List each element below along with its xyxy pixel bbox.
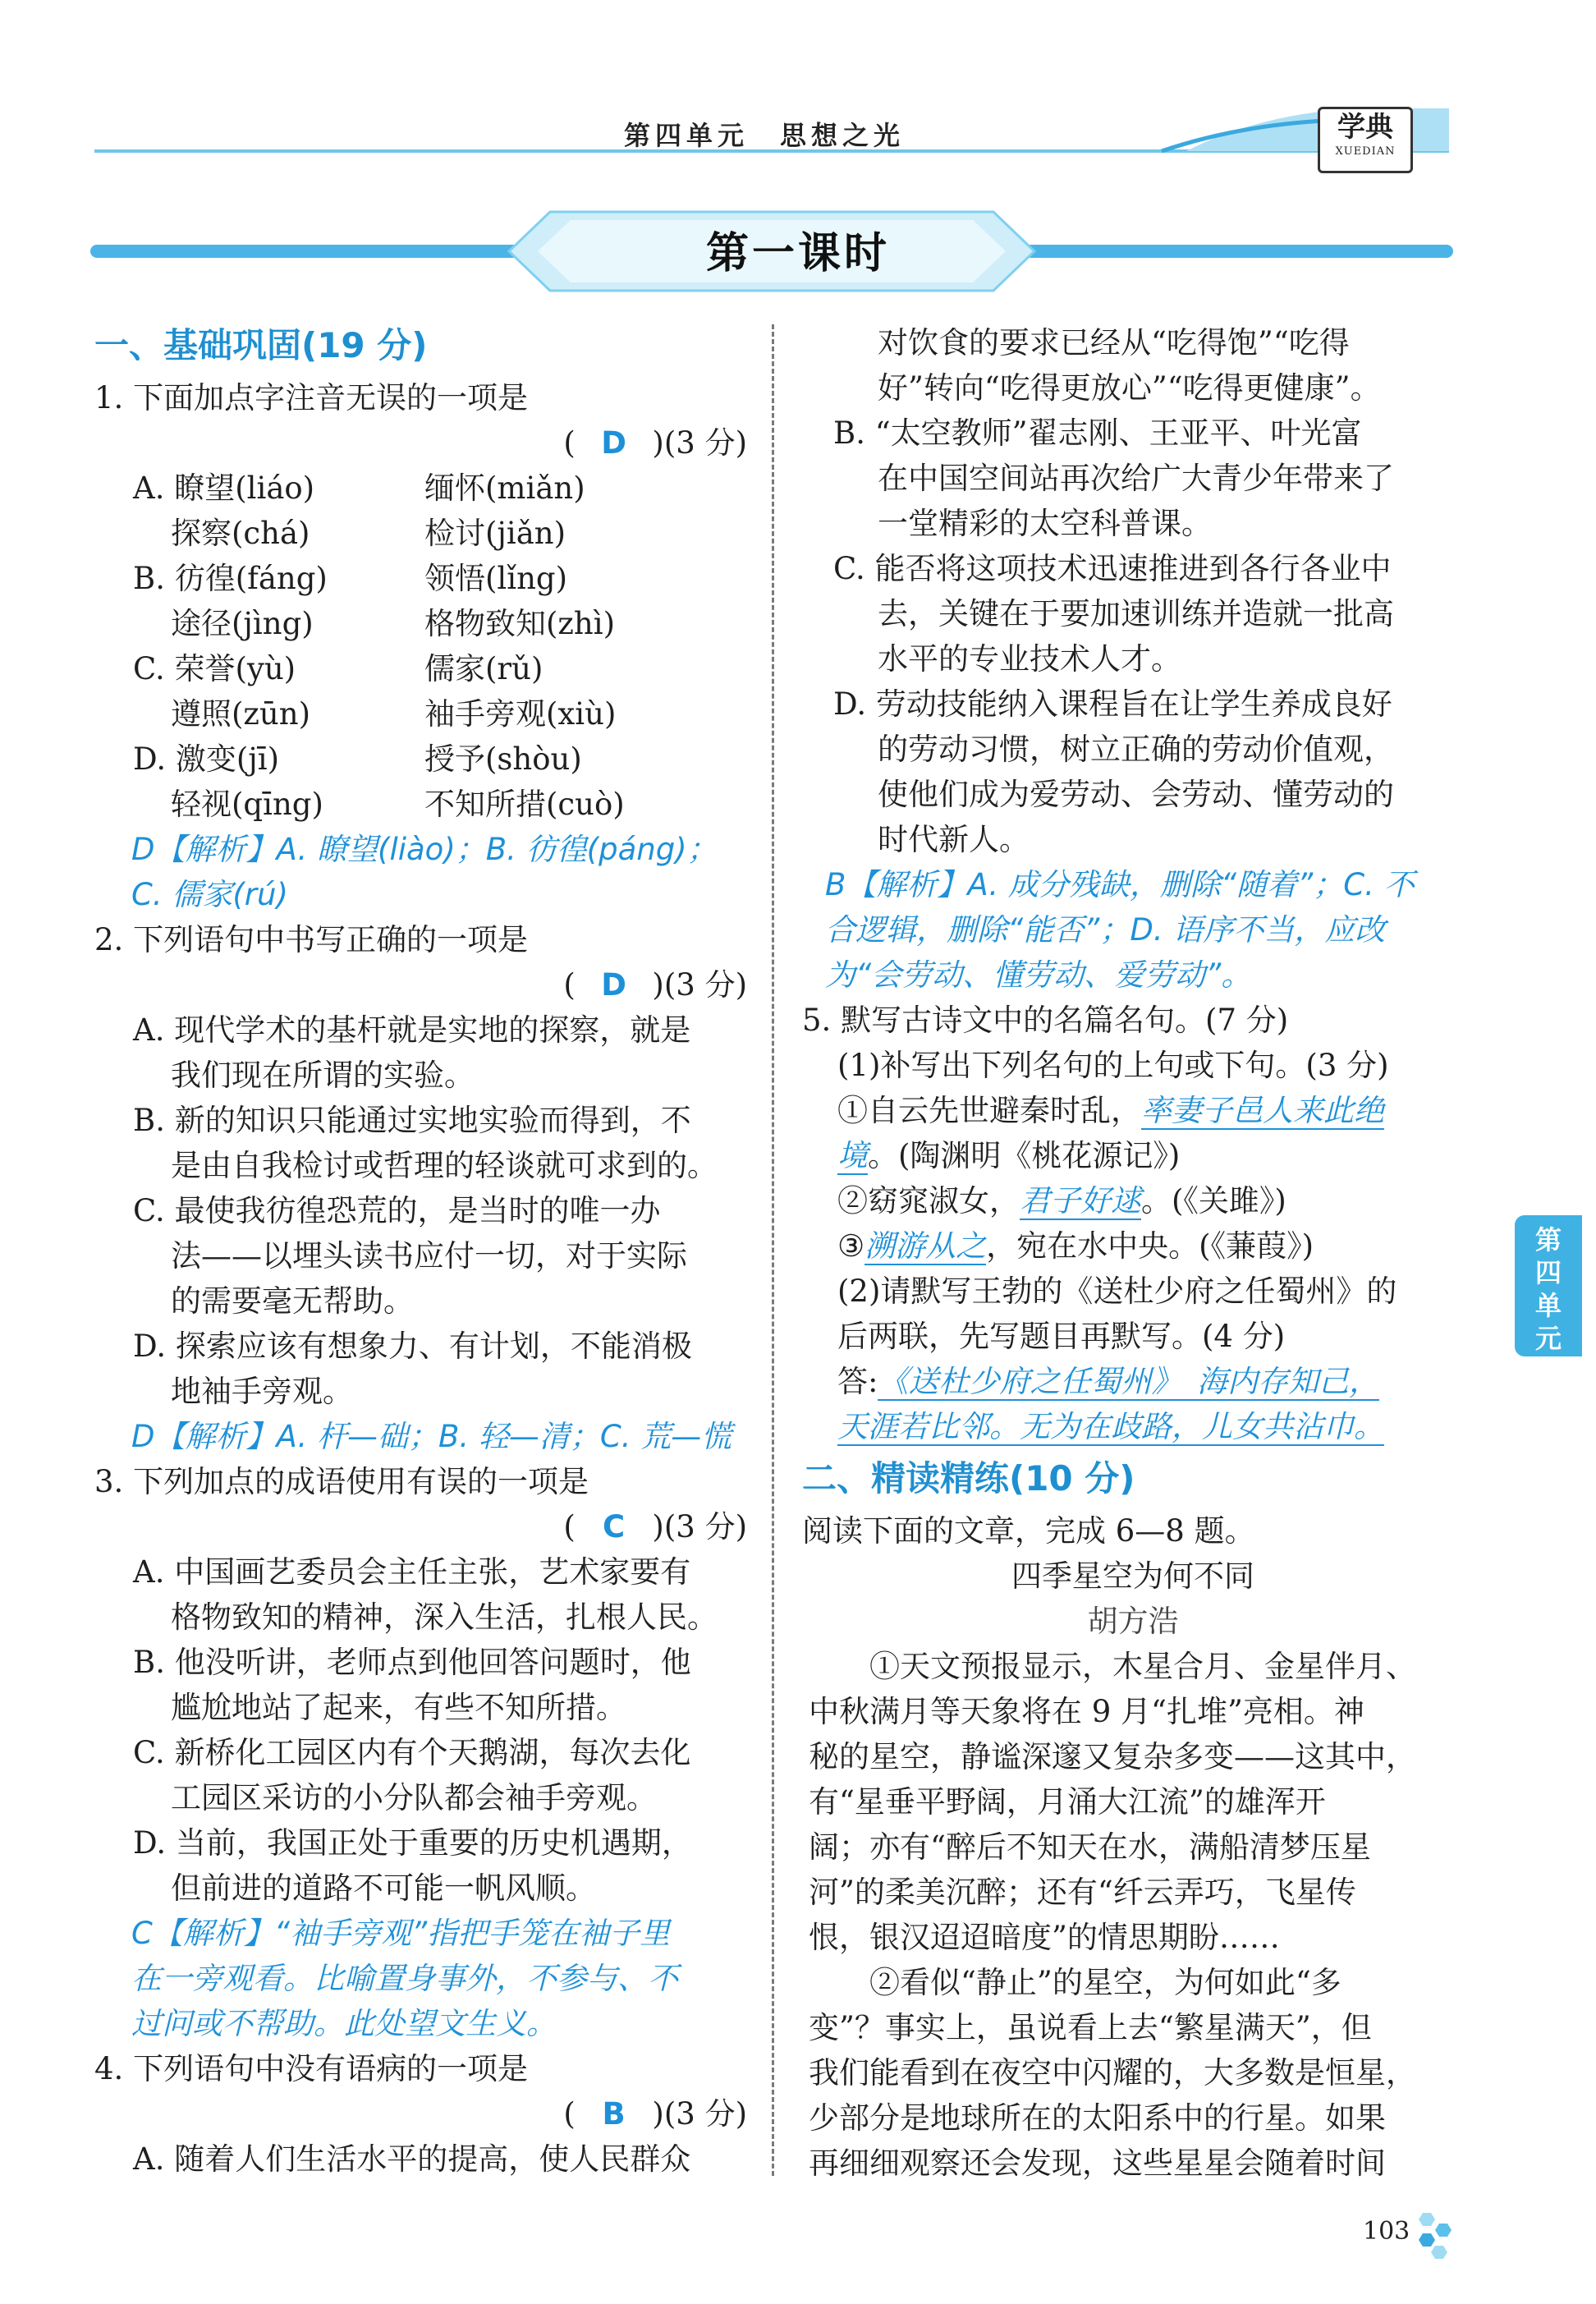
brand-logo (1318, 107, 1413, 173)
q4-option-line: 在中国空间站再次给广大青少年带来了 (878, 461, 1394, 496)
q1-row (94, 556, 751, 601)
q5-answer-label: 答: (837, 1364, 878, 1399)
lesson-title: 第一课时 (705, 229, 890, 278)
q1-row (94, 466, 751, 511)
q4-analysis: B【解析】A. 成分残缺，删除“随着”；C. 不 (825, 867, 1415, 902)
question-3-answer: C (603, 1509, 626, 1544)
article-title: 四季星空为何不同 (1011, 1558, 1254, 1594)
q5-answer-text: 《送杜少府之任蜀州》 海内存知己， (878, 1364, 1379, 1399)
question-2-stem: 2. 下列语句中书写正确的一项是 (94, 922, 529, 957)
q5-sub2: 后两联，先写题目再默写。(4 分) (837, 1319, 1286, 1354)
article-line: 秘的星空，静谧深邃又复杂多变——这其中， (809, 1739, 1416, 1774)
q5-line-1 (809, 1088, 1457, 1133)
article-line: ②看似“静止”的星空，为何如此“多 (869, 1965, 1341, 2000)
q5-sub2: (2)请默写王勃的《送杜少府之任蜀州》的 (837, 1274, 1397, 1309)
q5-line-2-pre: ②窈窕淑女， (837, 1183, 1020, 1219)
article-line: ①天文预报显示，木星合月、金星伴月、 (869, 1649, 1416, 1684)
question-1-answer: D (601, 425, 626, 461)
article-line: 中秋满月等天象将在 9 月“扎堆”亮相。神 (809, 1694, 1364, 1729)
q5-answer-line (809, 1404, 1457, 1449)
q1-cell: 袖手旁观(xiù) (424, 696, 617, 732)
q5-line-2-post: 。(《关雎》) (1141, 1183, 1286, 1219)
q1-cell: 格物致知(zhì) (424, 606, 616, 641)
q3-analysis: 过问或不帮助。此处望文生义。 (131, 2006, 557, 2041)
q3-option-line: B. 他没听讲，老师点到他回答问题时，他 (133, 1645, 691, 1680)
q2-option-line: 我们现在所谓的实验。 (171, 1058, 475, 1093)
left-column (94, 316, 751, 2182)
q4-option-line: D. 劳动技能纳入课程旨在让学生养成良好 (833, 686, 1392, 722)
q4-analysis: 为“会劳动、懂劳动、爱劳动”。 (825, 957, 1252, 993)
q1-row (94, 601, 751, 646)
article-author: 胡方浩 (1087, 1604, 1179, 1639)
q2-option-line: B. 新的知识只能通过实地实验而得到，不 (133, 1103, 691, 1138)
q1-row (94, 737, 751, 782)
question-2-answer-line: ( D )(3 分) (94, 962, 751, 1007)
q5-sub1: (1)补写出下列名句的上句或下句。(3 分) (837, 1048, 1389, 1083)
q1-row (94, 511, 751, 556)
article-line: 我们能看到在夜空中闪耀的，大多数是恒星， (809, 2055, 1416, 2091)
article-line: 少部分是地球所在的太阳系中的行星。如果 (809, 2100, 1386, 2136)
q1-cell: A. 瞭望(liáo) (133, 470, 315, 506)
question-2-score: (3 分) (663, 967, 747, 1003)
q2-option-line: 法——以埋头读书应付一切，对于实际 (171, 1238, 687, 1274)
q5-answer-line (809, 1359, 1457, 1404)
brand-cn: 学典 (1337, 111, 1393, 144)
q1-row (94, 646, 751, 691)
q2-option-line: 地袖手旁观。 (171, 1374, 353, 1409)
q4-option-line: 去，关键在于要加速训练并造就一批高 (878, 596, 1394, 631)
q3-analysis: 在一旁观看。比喻置身事外，不参与、不 (131, 1961, 678, 1996)
q1-row (94, 691, 751, 737)
q3-option-line: A. 中国画艺委员会主任主张，艺术家要有 (133, 1554, 691, 1590)
q3-option-line: 尴尬地站了起来，有些不知所措。 (171, 1690, 626, 1725)
question-3-score: (3 分) (663, 1509, 747, 1544)
q1-analysis: D【解析】A. 瞭望(liào)；B. 彷徨(páng)； (131, 832, 718, 867)
q2-option-line: C. 最使我彷徨恐荒的，是当时的唯一办 (133, 1193, 661, 1228)
q4-option-line: 的劳动习惯，树立正确的劳动价值观， (878, 732, 1394, 767)
q5-line-1-answer-end: 境 (837, 1138, 868, 1173)
q4-option-line: 水平的专业技术人才。 (878, 641, 1181, 677)
question-5-stem: 5. 默写古诗文中的名篇名句。(7 分) (802, 1003, 1289, 1038)
q5-answer-text: 天涯若比邻。无为在歧路，儿女共沾巾。 (837, 1409, 1384, 1444)
page-number: 103 (1363, 2217, 1410, 2246)
reading-intro: 阅读下面的文章，完成 6—8 题。 (802, 1513, 1255, 1549)
q1-cell: D. 激变(jī) (133, 741, 280, 777)
q1-analysis: C. 儒家(rú) (131, 877, 288, 912)
q2-analysis: D【解析】A. 杆—础；B. 轻—清；C. 荒—慌 (131, 1419, 732, 1454)
q5-line-1-post: 。(陶渊明《桃花源记》) (868, 1138, 1181, 1173)
section-heading-1: 一、基础巩固(19 分) (94, 325, 428, 365)
q4-option-line: 好”转向“吃得更放心”“吃得更健康”。 (878, 370, 1381, 406)
q5-line-3-post: ，宛在水中央。(《蒹葭》) (986, 1228, 1314, 1264)
q1-cell: 儒家(rǔ) (424, 651, 543, 686)
q4-option-line: C. 能否将这项技术迅速推进到各行各业中 (833, 551, 1392, 586)
q4-option-line: 时代新人。 (878, 822, 1030, 857)
q4-option-line: 一堂精彩的太空科普课。 (878, 506, 1212, 541)
article-line: 有“星垂平野阔，月涌大江流”的雄浑开 (809, 1784, 1326, 1820)
question-1-stem: 1. 下面加点字注音无误的一项是 (94, 380, 529, 415)
q2-option-line: A. 现代学术的基杆就是实地的探察，就是 (133, 1012, 691, 1048)
q1-cell: 途径(jìng) (171, 606, 314, 641)
q1-row (94, 782, 751, 827)
q5-line-1-pre: ①自云先世避秦时乱， (837, 1093, 1141, 1128)
question-4-answer-line: ( B )(3 分) (94, 2091, 751, 2136)
q1-cell: B. 彷徨(fáng) (133, 561, 328, 596)
q4-option-line: 使他们成为爱劳动、会劳动、懂劳动的 (878, 777, 1394, 812)
article-line: 阔；亦有“醉后不知天在水，满船清梦压星 (809, 1829, 1371, 1865)
right-column (802, 320, 1457, 2186)
question-1-answer-line: ( D )(3 分) (94, 420, 751, 466)
q3-option-line: 格物致知的精神，深入生活，扎根人民。 (171, 1599, 718, 1635)
q5-line-1b (809, 1133, 1457, 1178)
q4-option-line: 对饮食的要求已经从“吃得饱”“吃得 (878, 325, 1350, 360)
q3-analysis: C【解析】“袖手旁观”指把手笼在袖子里 (131, 1916, 671, 1951)
unit-side-tab (1515, 1215, 1582, 1356)
question-2-answer: D (601, 967, 626, 1003)
q1-cell: 领悟(lǐng) (424, 561, 568, 596)
column-divider (772, 324, 774, 2176)
q1-cell: 轻视(qīng) (171, 787, 323, 822)
q3-option-line: 工园区采访的小分队都会袖手旁观。 (171, 1780, 657, 1815)
q5-line-2 (809, 1178, 1457, 1223)
unit-side-tab-label: 第四单元 (1534, 1224, 1562, 1354)
question-4-answer: B (602, 2096, 626, 2132)
q4-option-line: A. 随着人们生活水平的提高，使人民群众 (133, 2141, 691, 2177)
q1-cell: 遵照(zūn) (171, 696, 311, 732)
q4-option-line: B. “太空教师”翟志刚、王亚平、叶光富 (833, 415, 1362, 451)
q5-line-2-answer: 君子好逑 (1020, 1183, 1141, 1219)
q5-line-1-answer: 率妻子邑人来此绝 (1141, 1093, 1384, 1128)
q5-line-3-answer: 溯游从之 (864, 1228, 987, 1264)
question-3-stem: 3. 下列加点的成语使用有误的一项是 (94, 1464, 589, 1499)
brand-en: XUEDIAN (1335, 145, 1396, 158)
question-4-stem: 4. 下列语句中没有语病的一项是 (94, 2051, 529, 2086)
hexagon-decoration-icon (1410, 2209, 1460, 2266)
unit-title: 第四单元 思想之光 (624, 120, 906, 151)
q1-cell: C. 荣誉(yù) (133, 651, 296, 686)
q3-option-line: D. 当前，我国正处于重要的历史机遇期， (133, 1825, 692, 1861)
article-line: 再细细观察还会发现，这些星星会随着时间 (809, 2146, 1386, 2181)
q1-cell: 不知所措(cuò) (424, 787, 625, 822)
q3-option-line: 但前进的道路不可能一帆风顺。 (171, 1870, 596, 1906)
q4-analysis: 合逻辑，删除“能否”；D. 语序不当，应改 (825, 912, 1386, 948)
q2-option-line: D. 探索应该有想象力、有计划，不能消极 (133, 1329, 692, 1364)
question-1-score: (3 分) (663, 425, 747, 461)
q1-cell: 探察(chá) (171, 516, 310, 551)
q5-line-3: ③溯游从之，宛在水中央。(《蒹葭》) (837, 1228, 1314, 1264)
question-3-answer-line: ( C )(3 分) (94, 1504, 751, 1549)
article-line: 河”的柔美沉醉；还有“纤云弄巧，飞星传 (809, 1875, 1356, 1910)
section-heading-2: 二、精读精练(10 分) (802, 1458, 1135, 1499)
q1-cell: 授予(shòu) (424, 741, 582, 777)
question-4-score: (3 分) (663, 2096, 747, 2132)
article-line: 恨，银汉迢迢暗度”的情思期盼…… (809, 1920, 1280, 1955)
q1-cell: 检讨(jiǎn) (424, 516, 566, 551)
q3-option-line: C. 新桥化工园区内有个天鹅湖，每次去化 (133, 1735, 691, 1770)
q1-cell: 缅怀(miǎn) (424, 470, 585, 506)
q2-option-line: 是由自我检讨或哲理的轻谈就可求到的。 (171, 1148, 718, 1183)
article-line: 变”？事实上，虽说看上去“繁星满天”，但 (809, 2010, 1372, 2045)
q2-option-line: 的需要毫无帮助。 (171, 1283, 414, 1319)
